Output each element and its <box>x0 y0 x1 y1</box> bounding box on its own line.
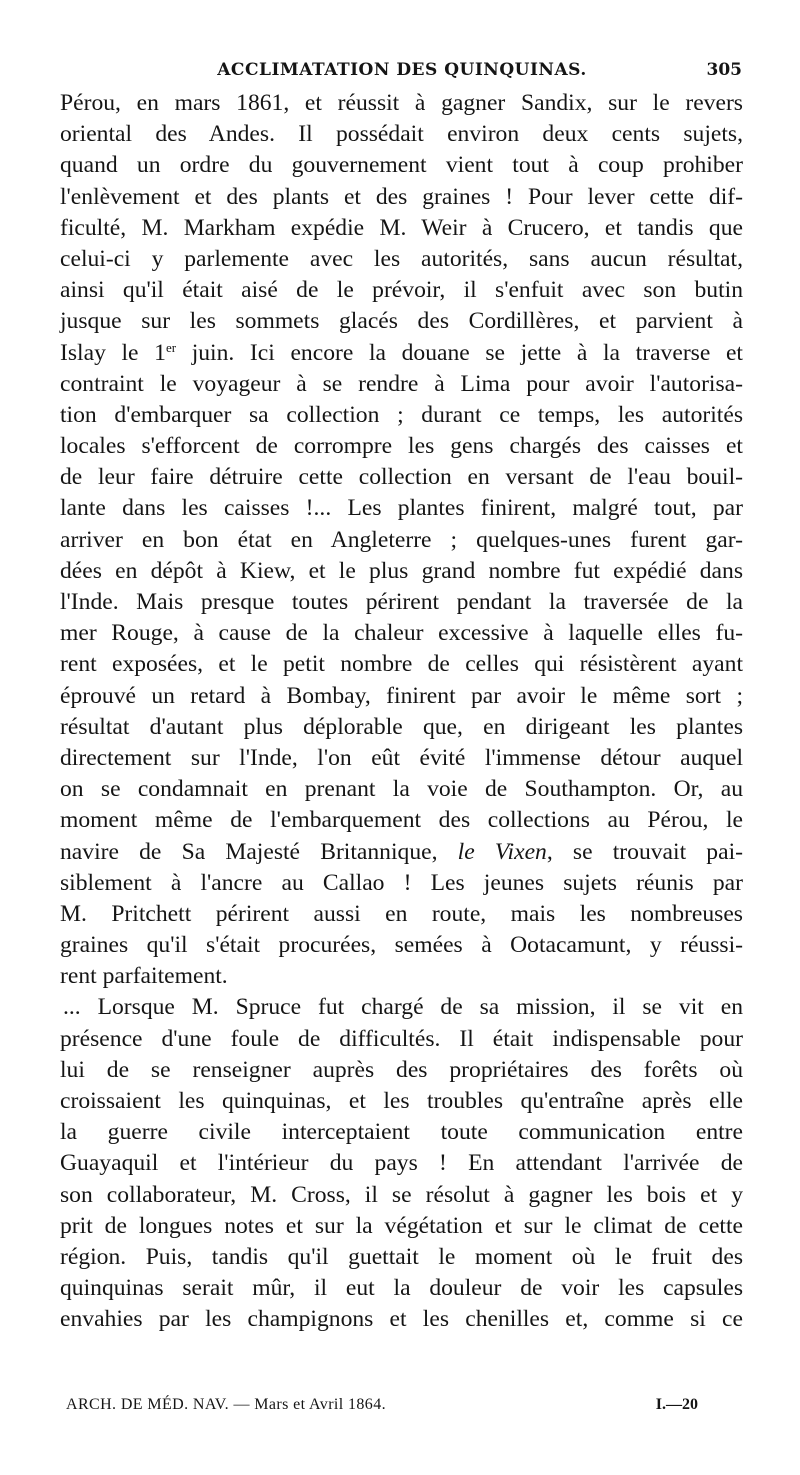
text-line: quand un ordre du gouvernement vient tout à coup prohiber <box>60 152 743 179</box>
text-line: celui-ci y parlemente avec les autorités, sans aucun résultat, <box>60 245 743 272</box>
paragraph-end-line: rent parfaitement. <box>60 963 228 990</box>
text-line: siblement à l'ancre au Callao ! Les jeunes sujets réunis par <box>60 869 743 896</box>
text-line: l'Inde. Mais presque toutes périrent pendant la traversée de la <box>60 589 743 615</box>
text-line: son collaborateur, M. Cross, il se résolut à gagner les bois et y <box>60 1181 743 1208</box>
text-line: région. Puis, tandis qu'il guettait le moment où le fruit des <box>60 1243 743 1270</box>
text-line: M. Pritchett périrent aussi en route, mais les nombreuses <box>60 900 743 927</box>
text-line: lui de se renseigner auprès des propriétaires des forêts où <box>60 1056 743 1083</box>
text-line: quinquinas serait mûr, il eut la douleur de voir les capsules <box>60 1275 743 1302</box>
text-line: ficulté, M. Markham expédie M. Weir à Crucero, et tandis que <box>60 214 743 241</box>
text-line: rent exposées, et le petit nombre de celles qui résistèrent ayant <box>60 651 743 678</box>
text-line: dées en dépôt à Kiew, et le plus grand nombre fut expédié dans <box>60 557 743 584</box>
text-line: Guayaquil et l'intérieur du pays ! En attendant l'arrivée de <box>60 1150 743 1177</box>
superscript: er <box>165 339 177 355</box>
paragraph-start-line: ... Lorsque M. Spruce fut chargé de sa mission, il se vit en <box>63 994 743 1021</box>
journal-citation: ARCH. DE MÉD. NAV. — Mars et Avril 1864. <box>66 1396 387 1413</box>
text-line: contraint le voyageur à se rendre à Lima pour avoir l'autorisa- <box>60 370 743 397</box>
text-line: moment même de l'embarquement des collections au Pérou, le <box>60 807 743 834</box>
text-line: l'enlèvement et des plants et des graines ! Pour lever cette dif- <box>60 183 743 210</box>
text-line: croissaient les quinquinas, et les troubles qu'entraîne après elle <box>60 1088 743 1114</box>
text-line: arriver en bon état en Angleterre ; quelques-unes furent gar- <box>60 526 743 553</box>
text-line: de leur faire détruire cette collection en versant de l'eau bouil- <box>60 464 743 491</box>
text-line: lante dans les caisses !... Les plantes finirent, malgré tout, par <box>60 495 743 522</box>
ship-name: le Vixen <box>457 838 547 865</box>
text-line: envahies par les champignons et les chenilles et, comme si ce <box>60 1306 743 1333</box>
text-line: ainsi qu'il était aisé de le prévoir, il s'enfuit avec son butin <box>60 277 743 304</box>
text-line: prit de longues notes et sur la végétation et sur le climat de cette <box>60 1212 743 1239</box>
text-line-with-ship-name <box>60 837 743 868</box>
text-segment: juin. Ici encore la douane se jette à la traverse et <box>176 339 743 366</box>
page-header <box>62 56 742 84</box>
body-text <box>60 88 743 1336</box>
text-line: la guerre civile interceptaient toute communication entre <box>60 1119 743 1146</box>
text-line: oriental des Andes. Il possédait environ deux cents sujets, <box>60 121 743 148</box>
signature-mark: I.—20 <box>655 1396 698 1413</box>
text-line: directement sur l'Inde, l'on eût évité l'immense détour auquel <box>60 744 743 771</box>
text-line: Pérou, en mars 1861, et réussit à gagner Sandix, sur le revers <box>60 90 743 116</box>
page-footer <box>66 1396 698 1420</box>
text-line: mer Rouge, à cause de la chaleur excessive à laquelle elles fu- <box>60 620 743 647</box>
text-line: présence d'une foule de difficultés. Il était indispensable pour <box>60 1025 743 1052</box>
text-segment: Islay le 1 <box>60 339 166 366</box>
text-line: éprouvé un retard à Bombay, finirent par avoir le même sort ; <box>60 682 743 709</box>
text-segment: navire de Sa Majesté Britannique, <box>60 838 458 865</box>
text-segment: , se trouvait pai- <box>546 838 743 865</box>
text-line: jusque sur les sommets glacés des Cordillères, et parvient à <box>60 308 743 335</box>
text-line: résultat d'autant plus déplorable que, en dirigeant les plantes <box>60 713 743 740</box>
text-line: on se condamnait en prenant la voie de Southampton. Or, au <box>60 776 743 803</box>
text-line: tion d'embarquer sa collection ; durant ce temps, les autorités <box>60 401 743 428</box>
text-line: graines qu'il s'était procurées, semées à Ootacamunt, y réussi- <box>60 932 743 959</box>
running-title: ACCLIMATATION DES QUINQUINAS. <box>217 60 587 80</box>
text-line-with-superscript <box>60 338 743 369</box>
page-number: 305 <box>706 60 742 80</box>
text-line: locales s'efforcent de corrompre les gens chargés des caisses et <box>60 433 743 460</box>
